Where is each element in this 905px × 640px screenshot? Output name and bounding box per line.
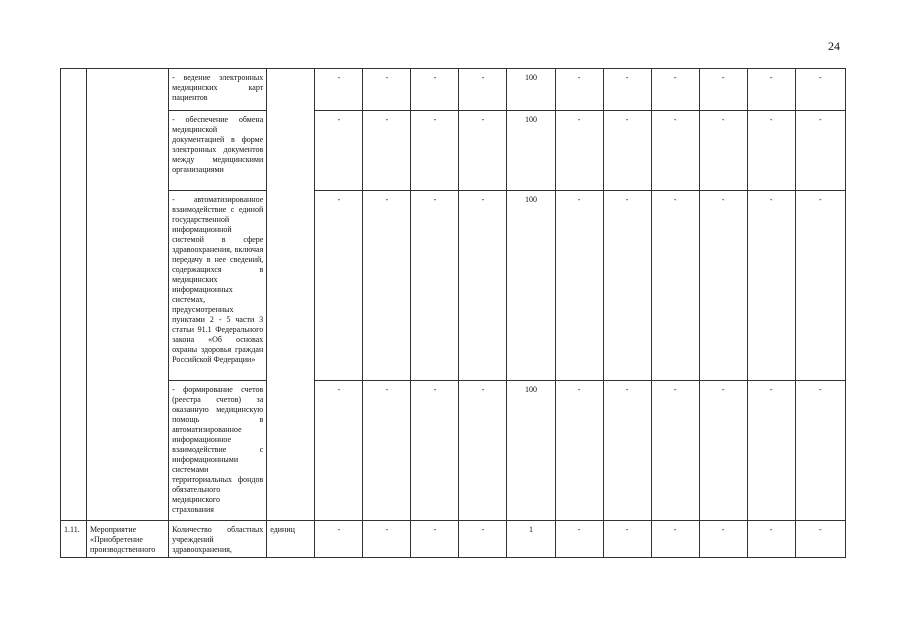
event-name-cell	[87, 69, 169, 521]
value-cell: -	[363, 381, 411, 521]
value-cell: -	[555, 111, 603, 191]
indicator-description-cell: - обеспечение обмена медицинской документацией в форме электронных документов между медицинскими организациями	[169, 111, 267, 191]
value-cell: -	[555, 521, 603, 558]
value-cell: 1	[507, 521, 555, 558]
value-cell: -	[459, 69, 507, 111]
value-cell: 100	[507, 191, 555, 381]
value-cell: -	[363, 111, 411, 191]
value-cell: 100	[507, 111, 555, 191]
table-row	[61, 191, 846, 381]
value-cell: -	[651, 69, 699, 111]
value-cell: -	[603, 191, 651, 381]
value-cell: -	[459, 521, 507, 558]
value-cell: -	[747, 521, 795, 558]
value-cell: -	[555, 381, 603, 521]
value-cell: -	[603, 381, 651, 521]
value-cell: -	[411, 381, 459, 521]
value-cell: -	[603, 111, 651, 191]
unit-cell	[267, 69, 315, 521]
value-cell: -	[459, 111, 507, 191]
value-cell: -	[651, 521, 699, 558]
value-cell: -	[795, 521, 845, 558]
event-name-cell: Мероприятие «Приобретение производственного	[87, 521, 169, 558]
page-number: 24	[828, 39, 840, 53]
indicator-description-cell: Количество областных учреждений здравоохранения,	[169, 521, 267, 558]
value-cell: -	[699, 69, 747, 111]
value-cell: -	[363, 521, 411, 558]
value-cell: -	[555, 69, 603, 111]
row-number-cell	[61, 69, 87, 521]
indicator-description-cell: - автоматизированное взаимодействие с единой государственной информационной системой в сфере здравоохранения, включая передачу в нее сведений, содержащихся в медицинских информационных системах, предусмотренных пунктами 2 - 5 части 3 статьи 91.1 Федерального закона «Об основах охраны здоровья граждан Российской Федерации»	[169, 191, 267, 381]
value-cell: -	[699, 381, 747, 521]
table-row	[61, 381, 846, 521]
value-cell: -	[363, 191, 411, 381]
value-cell: -	[699, 521, 747, 558]
value-cell: -	[699, 111, 747, 191]
value-cell: -	[747, 191, 795, 381]
indicator-description-cell: - ведение электронных медицинских карт пациентов	[169, 69, 267, 111]
value-cell: -	[603, 521, 651, 558]
value-cell: -	[747, 381, 795, 521]
value-cell: -	[411, 191, 459, 381]
table-row	[61, 521, 846, 558]
table-row	[61, 69, 846, 111]
value-cell: -	[411, 69, 459, 111]
value-cell: -	[315, 69, 363, 111]
value-cell: -	[363, 69, 411, 111]
value-cell: -	[555, 191, 603, 381]
value-cell: -	[459, 191, 507, 381]
unit-cell: единиц	[267, 521, 315, 558]
indicators-table	[60, 68, 846, 558]
value-cell: -	[315, 111, 363, 191]
value-cell: -	[795, 111, 845, 191]
value-cell: 100	[507, 381, 555, 521]
value-cell: -	[795, 381, 845, 521]
value-cell: -	[459, 381, 507, 521]
value-cell: -	[795, 191, 845, 381]
value-cell: -	[603, 69, 651, 111]
value-cell: -	[315, 521, 363, 558]
value-cell: -	[699, 191, 747, 381]
row-number-cell: 1.11.	[61, 521, 87, 558]
value-cell: -	[651, 381, 699, 521]
value-cell: -	[411, 521, 459, 558]
value-cell: -	[315, 381, 363, 521]
value-cell: -	[315, 191, 363, 381]
indicator-description-cell: - формирование счетов (реестра счетов) за оказанную медицинскую помощь в автоматизированное информационное взаимодействие с информационными системами территориальных фондов обязательного медицинского страхования	[169, 381, 267, 521]
value-cell: -	[651, 111, 699, 191]
value-cell: -	[747, 111, 795, 191]
value-cell: 100	[507, 69, 555, 111]
table-row	[61, 111, 846, 191]
value-cell: -	[651, 191, 699, 381]
value-cell: -	[795, 69, 845, 111]
value-cell: -	[747, 69, 795, 111]
value-cell: -	[411, 111, 459, 191]
